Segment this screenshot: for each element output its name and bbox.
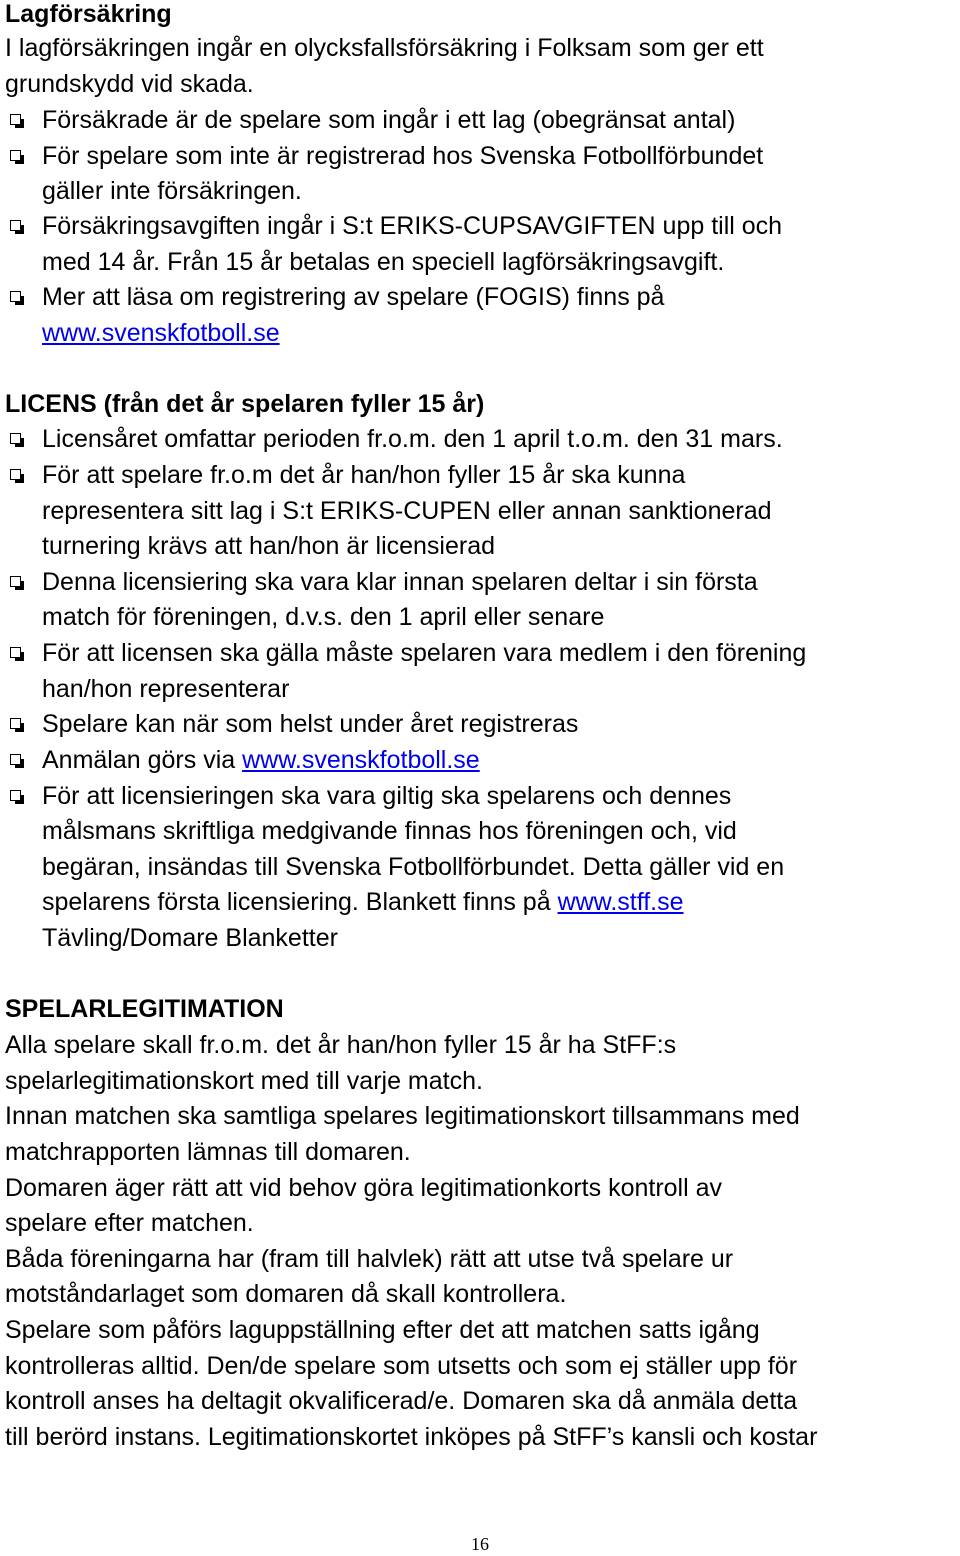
checkbox-bullet-icon [10,291,21,302]
list-item-continuation: representera sitt lag i S:t ERIKS-CUPEN eller annan sanktionerad [42,497,772,525]
paragraph-line: kontrolleras alltid. Den/de spelare som utsetts och som ej ställer upp för [5,1352,798,1380]
list-item: Mer att läsa om registrering av spelare (FOGIS) finns på [42,283,665,311]
checkbox-bullet-icon [10,647,21,658]
list-item-continuation: han/hon representerar [42,675,290,703]
paragraph-line: I lagförsäkringen ingår en olycksfallsförsäkring i Folksam som ger ett [5,34,764,62]
paragraph-line: spelare efter matchen. [5,1209,254,1237]
list-item: Försäkringsavgiften ingår i S:t ERIKS-CUPSAVGIFTEN upp till och [42,212,783,240]
checkbox-bullet-icon [10,433,21,444]
checkbox-bullet-icon [10,469,21,480]
paragraph-line: matchrapporten lämnas till domaren. [5,1138,411,1166]
svenskfotboll-link[interactable]: www.svenskfotboll.se [42,319,280,347]
section-heading-licens: LICENS (från det år spelaren fyller 15 år) [5,390,485,418]
checkbox-bullet-icon [10,576,21,587]
list-item-continuation: Tävling/Domare Blanketter [42,924,338,952]
checkbox-bullet-icon [10,114,21,125]
paragraph-line: grundskydd vid skada. [5,70,254,98]
checkbox-bullet-icon [10,150,21,161]
paragraph-line: till berörd instans. Legitimationskortet inköpes på StFF’s kansli och kostar [5,1423,818,1451]
list-item-continuation: med 14 år. Från 15 år betalas en speciell lagförsäkringsavgift. [42,248,725,276]
list-item: Försäkrade är de spelare som ingår i ett lag (obegränsat antal) [42,106,736,134]
list-item-continuation [42,315,957,351]
section-heading-lagforsakring: Lagförsäkring [5,0,172,28]
list-item: För att spelare fr.o.m det år han/hon fyller 15 år ska kunna [42,461,686,489]
list-item: För att licensen ska gälla måste spelaren vara medlem i den förening [42,639,807,667]
list-item: Denna licensiering ska vara klar innan spelaren deltar i sin första [42,568,758,596]
checkbox-bullet-icon [10,220,21,231]
svenskfotboll-link[interactable]: www.svenskfotboll.se [242,746,480,774]
section-heading-spelarlegitimation: SPELARLEGITIMATION [5,995,284,1023]
paragraph-line: Innan matchen ska samtliga spelares legitimationskort tillsammans med [5,1102,800,1130]
paragraph-line: Alla spelare skall fr.o.m. det år han/hon fyller 15 år ha StFF:s [5,1031,677,1059]
list-item-continuation [42,884,957,920]
paragraph-line: Båda föreningarna har (fram till halvlek) rätt att utse två spelare ur [5,1245,734,1273]
list-item-text: Anmälan görs via [42,746,243,774]
list-item-continuation: turnering krävs att han/hon är licensierad [42,532,496,560]
paragraph-line: motståndarlaget som domaren då skall kontrollera. [5,1280,567,1308]
list-item-text: spelarens första licensiering. Blankett finns på [42,888,558,916]
list-item [42,742,957,778]
checkbox-bullet-icon [10,790,21,801]
paragraph-line: kontroll anses ha deltagit okvalificerad/e. Domaren ska då anmäla detta [5,1387,798,1415]
checkbox-bullet-icon [10,718,21,729]
paragraph-line: Domaren äger rätt att vid behov göra legitimationkorts kontroll av [5,1174,723,1202]
list-item-continuation: match för föreningen, d.v.s. den 1 april eller senare [42,603,605,631]
paragraph-line: Spelare som påförs laguppställning efter det att matchen satts igång [5,1316,760,1344]
list-item-continuation: målsmans skriftliga medgivande finnas hos föreningen och, vid [42,817,737,845]
page-number: 16 [471,1534,489,1554]
list-item: Spelare kan när som helst under året registreras [42,710,579,738]
paragraph-line: spelarlegitimationskort med till varje match. [5,1067,483,1095]
list-item-continuation: gäller inte försäkringen. [42,177,302,205]
checkbox-bullet-icon [10,754,21,765]
list-item: För spelare som inte är registrerad hos Svenska Fotbollförbundet [42,142,764,170]
stff-link[interactable]: www.stff.se [557,888,684,916]
list-item-continuation: begäran, insändas till Svenska Fotbollförbundet. Detta gäller vid en [42,853,785,881]
list-item: Licensåret omfattar perioden fr.o.m. den 1 april t.o.m. den 31 mars. [42,425,783,453]
list-item: För att licensieringen ska vara giltig ska spelarens och dennes [42,782,732,810]
